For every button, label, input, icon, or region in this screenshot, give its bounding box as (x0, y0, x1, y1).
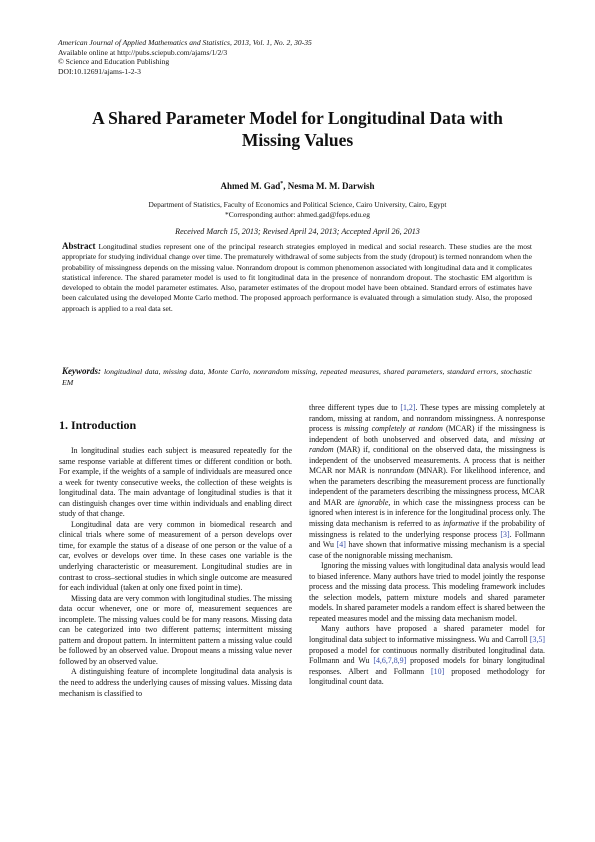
text-run: three different types due to (309, 403, 401, 412)
doi-line: DOI:10.12691/ajams-1-2-3 (58, 66, 141, 76)
text-run: . Follmann and Wu (309, 529, 545, 550)
abstract-text: Longitudinal studies represent one of the principal research strategies employed in medical and social research. These studies are the most appropriate for studying individual change over time. The prematurely withdrawal of some subjects from the study (dropout) is termed nonrandom when the probability of missingness depends on the missing value. Nonrandom dropout is common phenomenon associated with longitudinal data and it complicates statistical inference. The shared parameter model is used to fit longitudinal data in the presence of nonrandom dropout. The stochastic EM algorithm is developed to obtain the model parameter estimates. Also, parameter estimates of the dropout model have been obtained. Standard errors of estimates have been calculated using the developed Monte Carlo method. The proposed approach performance is evaluated through a simulation study. Also, the proposed approach is applied to a real data set. (62, 242, 532, 313)
corresponding-author: *Corresponding author: ahmed.gad@feps.edu.eg (225, 210, 370, 219)
text-run: (MAR) if, conditional on the observed data, the missingness is independent of the unobserved measurements. A process that is neither MCAR nor MAR is (309, 445, 545, 476)
publication-dates: Received March 15, 2013; Revised April 24, 2013; Accepted April 26, 2013 (175, 227, 420, 236)
title-line-2: Missing Values (241, 130, 354, 150)
paragraph (309, 624, 545, 687)
text-run: , in which case the missingness process can be ignored when interest is in inference for the longitudinal process only. The missing data mechanism is referred to as (309, 497, 545, 529)
affiliation-block (40, 200, 555, 220)
text-run: (MNAR). For likelihood inference, and when the parameters describing the measurement process are functionally independent of the parameters describing the missingness process, MCAR and MAR are (309, 466, 545, 507)
keywords-text: longitudinal data, missing data, Monte Carlo, nonrandom missing, repeated measures, shared parameters, standard errors, stochastic EM (62, 367, 532, 387)
text-run: proposed models for binary longitudinal responses. Albert and Follmann (309, 656, 545, 676)
text-run: if the probability of missingness is related to the underlying response process (309, 519, 545, 539)
text-run: have shown that informative missing mechanism is a special case of the nonignorable missing mechanism. (309, 540, 546, 560)
keywords (62, 366, 532, 388)
text-run: proposed a model for continuous normally distributed longitudinal data. Follmann and Wu (309, 645, 545, 666)
term-ignorable: ignorable (357, 497, 389, 507)
text-run: (MCAR) if the missingness is independent of both unobserved and observed data, and (309, 424, 545, 444)
paragraph: Ignoring the missing values with longitudinal data analysis would lead to biased inference. Many authors have tried to model jointly the response process and the missing data process. This modeling framework includes the selection models, pattern mixture models and shared parameter models. In shared parameter models a random effect is shared between the repeated measures model and the missing data mechanism model. (309, 561, 545, 623)
author-2: , Nesma M. M. Darwish (283, 181, 375, 191)
citation-link[interactable]: [1,2] (400, 403, 416, 412)
citation-link[interactable]: [3] (500, 529, 510, 539)
citation-link[interactable]: [10] (431, 666, 445, 676)
availability-line: Available online at http://pubs.sciepub.com/ajams/1/2/3 (58, 47, 228, 57)
paragraph: Missing data are very common with longitudinal studies. The missing data occur whenever, one or more of, measurement sequences are incomplete. The missing values could be for many reasons. Missing data can be categorized into two different patterns; intermittent missing pattern and dropout pattern. In intermittent pattern a missing value could be followed by an observed value. Dropout means a missing value never followed by an observed value. (59, 593, 292, 666)
right-column (309, 403, 545, 688)
abstract (62, 241, 532, 314)
author-1: Ahmed M. Gad (220, 181, 281, 191)
left-column (59, 418, 292, 699)
journal-header (58, 38, 312, 76)
paragraph: A distinguishing feature of incomplete longitudinal data analysis is the need to address the underlying causes of missing values. Missing data mechanism is classified to (59, 667, 292, 698)
publisher-line: © Science and Education Publishing (58, 57, 170, 67)
text-run: Many authors have proposed a shared parameter model for longitudinal data subject to informative missingness. Wu and Carroll (309, 624, 545, 645)
paragraph: In longitudinal studies each subject is measured repeatedly for the same response variable at different times or different condition or both. For example, if the weights of a sample of individuals are measured once a week for twenty consecutive weeks, the collection of these weights is longitudinal data. The main advantage of longitudinal studies is that it can distinguish changes over time within individuals and enabling direct study of that change. (59, 446, 292, 519)
citation-link[interactable]: [3,5] (529, 635, 545, 645)
paper-title (40, 107, 555, 151)
keywords-label: Keywords: (62, 366, 101, 376)
paragraph (309, 403, 545, 561)
term-mar: missing at random (309, 434, 545, 455)
corresponding-mark: * (280, 181, 284, 187)
title-line-1: A Shared Parameter Model for Longitudinal Data with (92, 108, 503, 128)
abstract-label: Abstract (62, 241, 96, 251)
text-run: proposed methodology for longitudinal count data. (309, 666, 545, 687)
paragraph: Longitudinal data are very common in biomedical research and clinical trials where some of measurement of a person develops over time, for example the status of a disease of one person or the value of a car, evolves or develops over time. In these cases one variable is the underlying characteristic or measurement. Longitudinal studies are in contrast to cross–sectional studies in which single outcome are measured for each individual (taken at only one fixed point in time). (59, 519, 292, 593)
section-heading: 1. Introduction (59, 418, 137, 432)
term-informative: informative (442, 519, 480, 529)
term-mcar: missing completely at random (344, 424, 443, 434)
term-nonrandom: nonrandom (377, 466, 414, 476)
affiliation: Department of Statistics, Faculty of Economics and Political Science, Cairo University, Cairo, Egypt (148, 200, 447, 209)
text-run: . These types are missing completely at random, missing at random, and nonrandom missingness. A nonresponse process is (309, 403, 545, 434)
journal-citation: American Journal of Applied Mathematics and Statistics, 2013, Vol. 1, No. 2, 30-35 (58, 38, 312, 47)
citation-link[interactable]: [4] (336, 540, 346, 550)
citation-link[interactable]: [4,6,7,8,9] (373, 656, 407, 666)
author-list (40, 181, 555, 191)
